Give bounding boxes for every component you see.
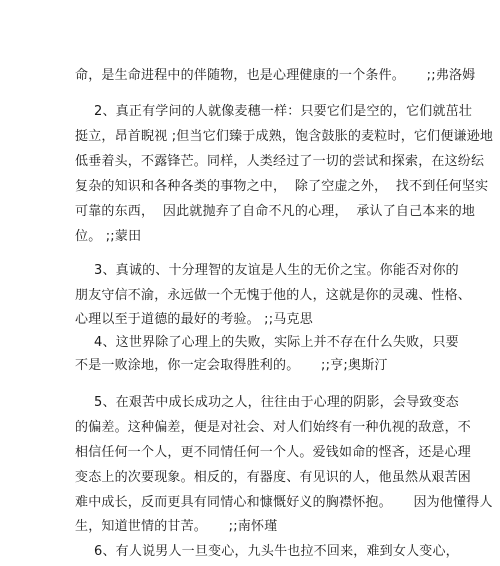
text-line-quote5-2: 的偏差。这种偏差，便是对社会、对人们始终有一种仇视的敌意，不: [75, 420, 472, 435]
text-line-quote2-5: 可靠的东西， 因此就抛弃了自命不凡的心理， 承认了自己本来的地: [75, 204, 476, 219]
text-line-quote2-1: 2、真正有学问的人就像麦穗一样：只要它们是空的，它们就茁壮: [94, 104, 473, 119]
text-line-quote5-5: 难中成长，反而更具有同情心和慷慨好义的胸襟怀抱。 因为他懂得人: [75, 495, 493, 510]
text-line-quote5-3: 相信任何一个人，更不同情任何一个人。爱钱如命的悭吝，还是心理: [75, 445, 472, 460]
text-line-quote2-6: 位。 ;;蒙田: [75, 229, 142, 244]
text-line-quote3-2: 朋友守信不渝，永远做一个无愧于他的人，这就是你的灵魂、性格、: [75, 288, 472, 303]
text-line-quote2-3: 低垂着头，不露锋芒。同样，人类经过了一切的尝试和探索，在这纷纭: [75, 154, 485, 169]
text-line-quote1-end: 命，是生命进程中的伴随物，也是心理健康的一个条件。 ;;弗洛姆: [75, 68, 476, 83]
text-line-quote5-1: 5、在艰苦中成长成功之人，往往由于心理的阴影，会导致变态: [94, 395, 459, 410]
text-line-quote6-1: 6、有人说男人一旦变心，九头牛也拉不回来，难到女人变心，: [94, 544, 459, 559]
text-line-quote2-2: 挺立，昂首睨视 ;但当它们臻于成熟，饱含鼓胀的麦粒时，它们便谦逊地: [75, 129, 494, 144]
text-line-quote4-2: 不是一败涂地，你一定会取得胜利的。 ;;亨;奥斯汀: [75, 358, 388, 373]
text-line-quote4-1: 4、这世界除了心理上的失败，实际上并不存在什么失败，只要: [94, 335, 459, 350]
text-line-quote5-6: 生，知道世情的甘苦。 ;;南怀瑾: [75, 519, 278, 534]
text-line-quote3-3: 心理以至于道德的最好的考验。 ;;马克思: [75, 312, 313, 327]
text-line-quote2-4: 复杂的知识和各种各类的事物之中， 除了空虚之外， 找不到任何坚实: [75, 179, 489, 194]
text-line-quote3-1: 3、真诚的、十分理智的友谊是人生的无价之宝。你能否对你的: [94, 263, 459, 278]
text-line-quote5-4: 变态上的次要现象。相反的，有器度、有见识的人，他虽然从艰苦困: [75, 470, 472, 485]
